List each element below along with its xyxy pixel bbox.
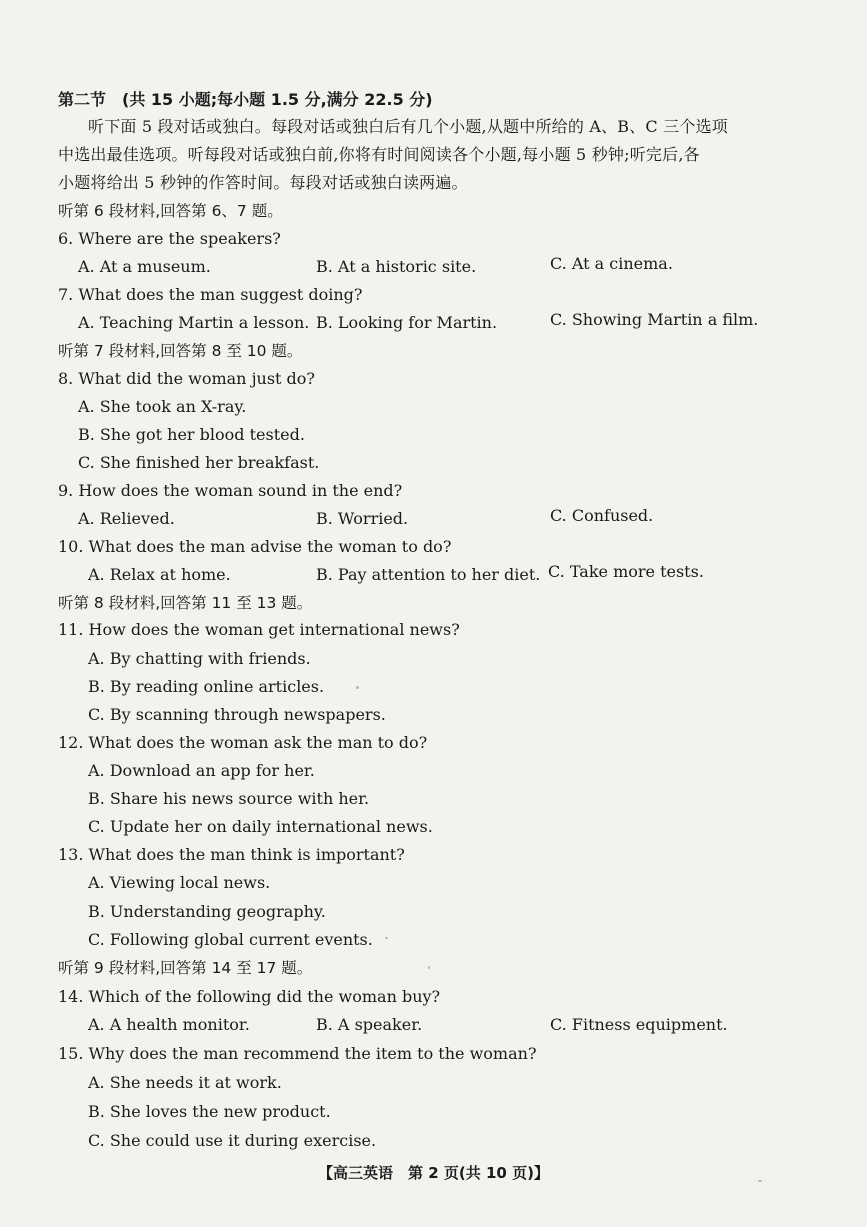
scan-speck [428,966,430,969]
question-12-stem: 12. What does the woman ask the man to do? [58,733,428,752]
material-8-heading: 听第 8 段材料,回答第 11 至 13 题。 [58,594,313,612]
question-9-option-c: C. Confused. [550,506,654,525]
material-6-heading: 听第 6 段材料,回答第 6、7 题。 [58,202,283,220]
question-15-option-c: C. She could use it during exercise. [88,1131,377,1150]
material-9-heading: 听第 9 段材料,回答第 14 至 17 题。 [58,959,313,977]
question-9-option-a: A. Relieved. [78,509,175,528]
question-12-option-a: A. Download an app for her. [88,761,315,780]
question-15-stem: 15. Why does the man recommend the item to the woman? [58,1044,537,1063]
question-14-option-b: B. A speaker. [316,1015,423,1034]
question-13-option-c: C. Following global current events. [88,930,373,949]
question-10-option-b: B. Pay attention to her diet. [316,565,541,584]
scan-speck [356,686,359,689]
question-11-option-c: C. By scanning through newspapers. [88,705,386,724]
question-12-option-c: C. Update her on daily international news. [88,817,433,836]
question-15-option-b: B. She loves the new product. [88,1102,331,1121]
material-7-heading: 听第 7 段材料,回答第 8 至 10 题。 [58,342,303,360]
question-7-option-b: B. Looking for Martin. [316,313,498,332]
instruction-line-2: 中选出最佳选项。听每段对话或独白前,你将有时间阅读各个小题,每小题 5 秒钟;听完后,各 [58,145,700,164]
instruction-line-3: 小题将给出 5 秒钟的作答时间。每段对话或独白读两遍。 [58,173,468,192]
question-12-option-b: B. Share his news source with her. [88,789,370,808]
question-6-option-c: C. At a cinema. [550,254,673,273]
scan-speck [385,937,388,939]
question-7-option-c: C. Showing Martin a film. [550,310,759,329]
question-13-option-b: B. Understanding geography. [88,902,326,921]
question-10-stem: 10. What does the man advise the woman to do? [58,537,452,556]
question-9-option-b: B. Worried. [316,509,409,528]
question-7-option-a: A. Teaching Martin a lesson. [78,313,310,332]
question-6-option-a: A. At a museum. [78,257,211,276]
question-7-stem: 7. What does the man suggest doing? [58,285,363,304]
question-8-stem: 8. What did the woman just do? [58,369,316,388]
page-footer: 【高三英语 第 2 页(共 10 页)】 [318,1164,549,1182]
question-8-option-c: C. She finished her breakfast. [78,453,320,472]
question-8-option-b: B. She got her blood tested. [78,425,305,444]
question-6-option-b: B. At a historic site. [316,257,477,276]
question-15-option-a: A. She needs it at work. [88,1073,282,1092]
question-14-option-c: C. Fitness equipment. [550,1015,728,1034]
question-6-stem: 6. Where are the speakers? [58,229,281,248]
question-11-option-b: B. By reading online articles. [88,677,325,696]
scan-speck [758,1180,762,1182]
instruction-line-1: 听下面 5 段对话或独白。每段对话或独白后有几个小题,从题中所给的 A、B、C 三个选项 [88,117,728,136]
question-14-option-a: A. A health monitor. [88,1015,250,1034]
question-10-option-a: A. Relax at home. [88,565,231,584]
question-13-option-a: A. Viewing local news. [88,873,271,892]
question-10-option-c: C. Take more tests. [548,562,704,581]
question-11-stem: 11. How does the woman get international news? [58,620,460,639]
section-title: 第二节 (共 15 小题;每小题 1.5 分,满分 22.5 分) [58,90,433,109]
question-13-stem: 13. What does the man think is important? [58,845,405,864]
question-9-stem: 9. How does the woman sound in the end? [58,481,403,500]
question-14-stem: 14. Which of the following did the woman buy? [58,987,441,1006]
question-11-option-a: A. By chatting with friends. [88,649,311,668]
question-8-option-a: A. She took an X-ray. [78,397,247,416]
